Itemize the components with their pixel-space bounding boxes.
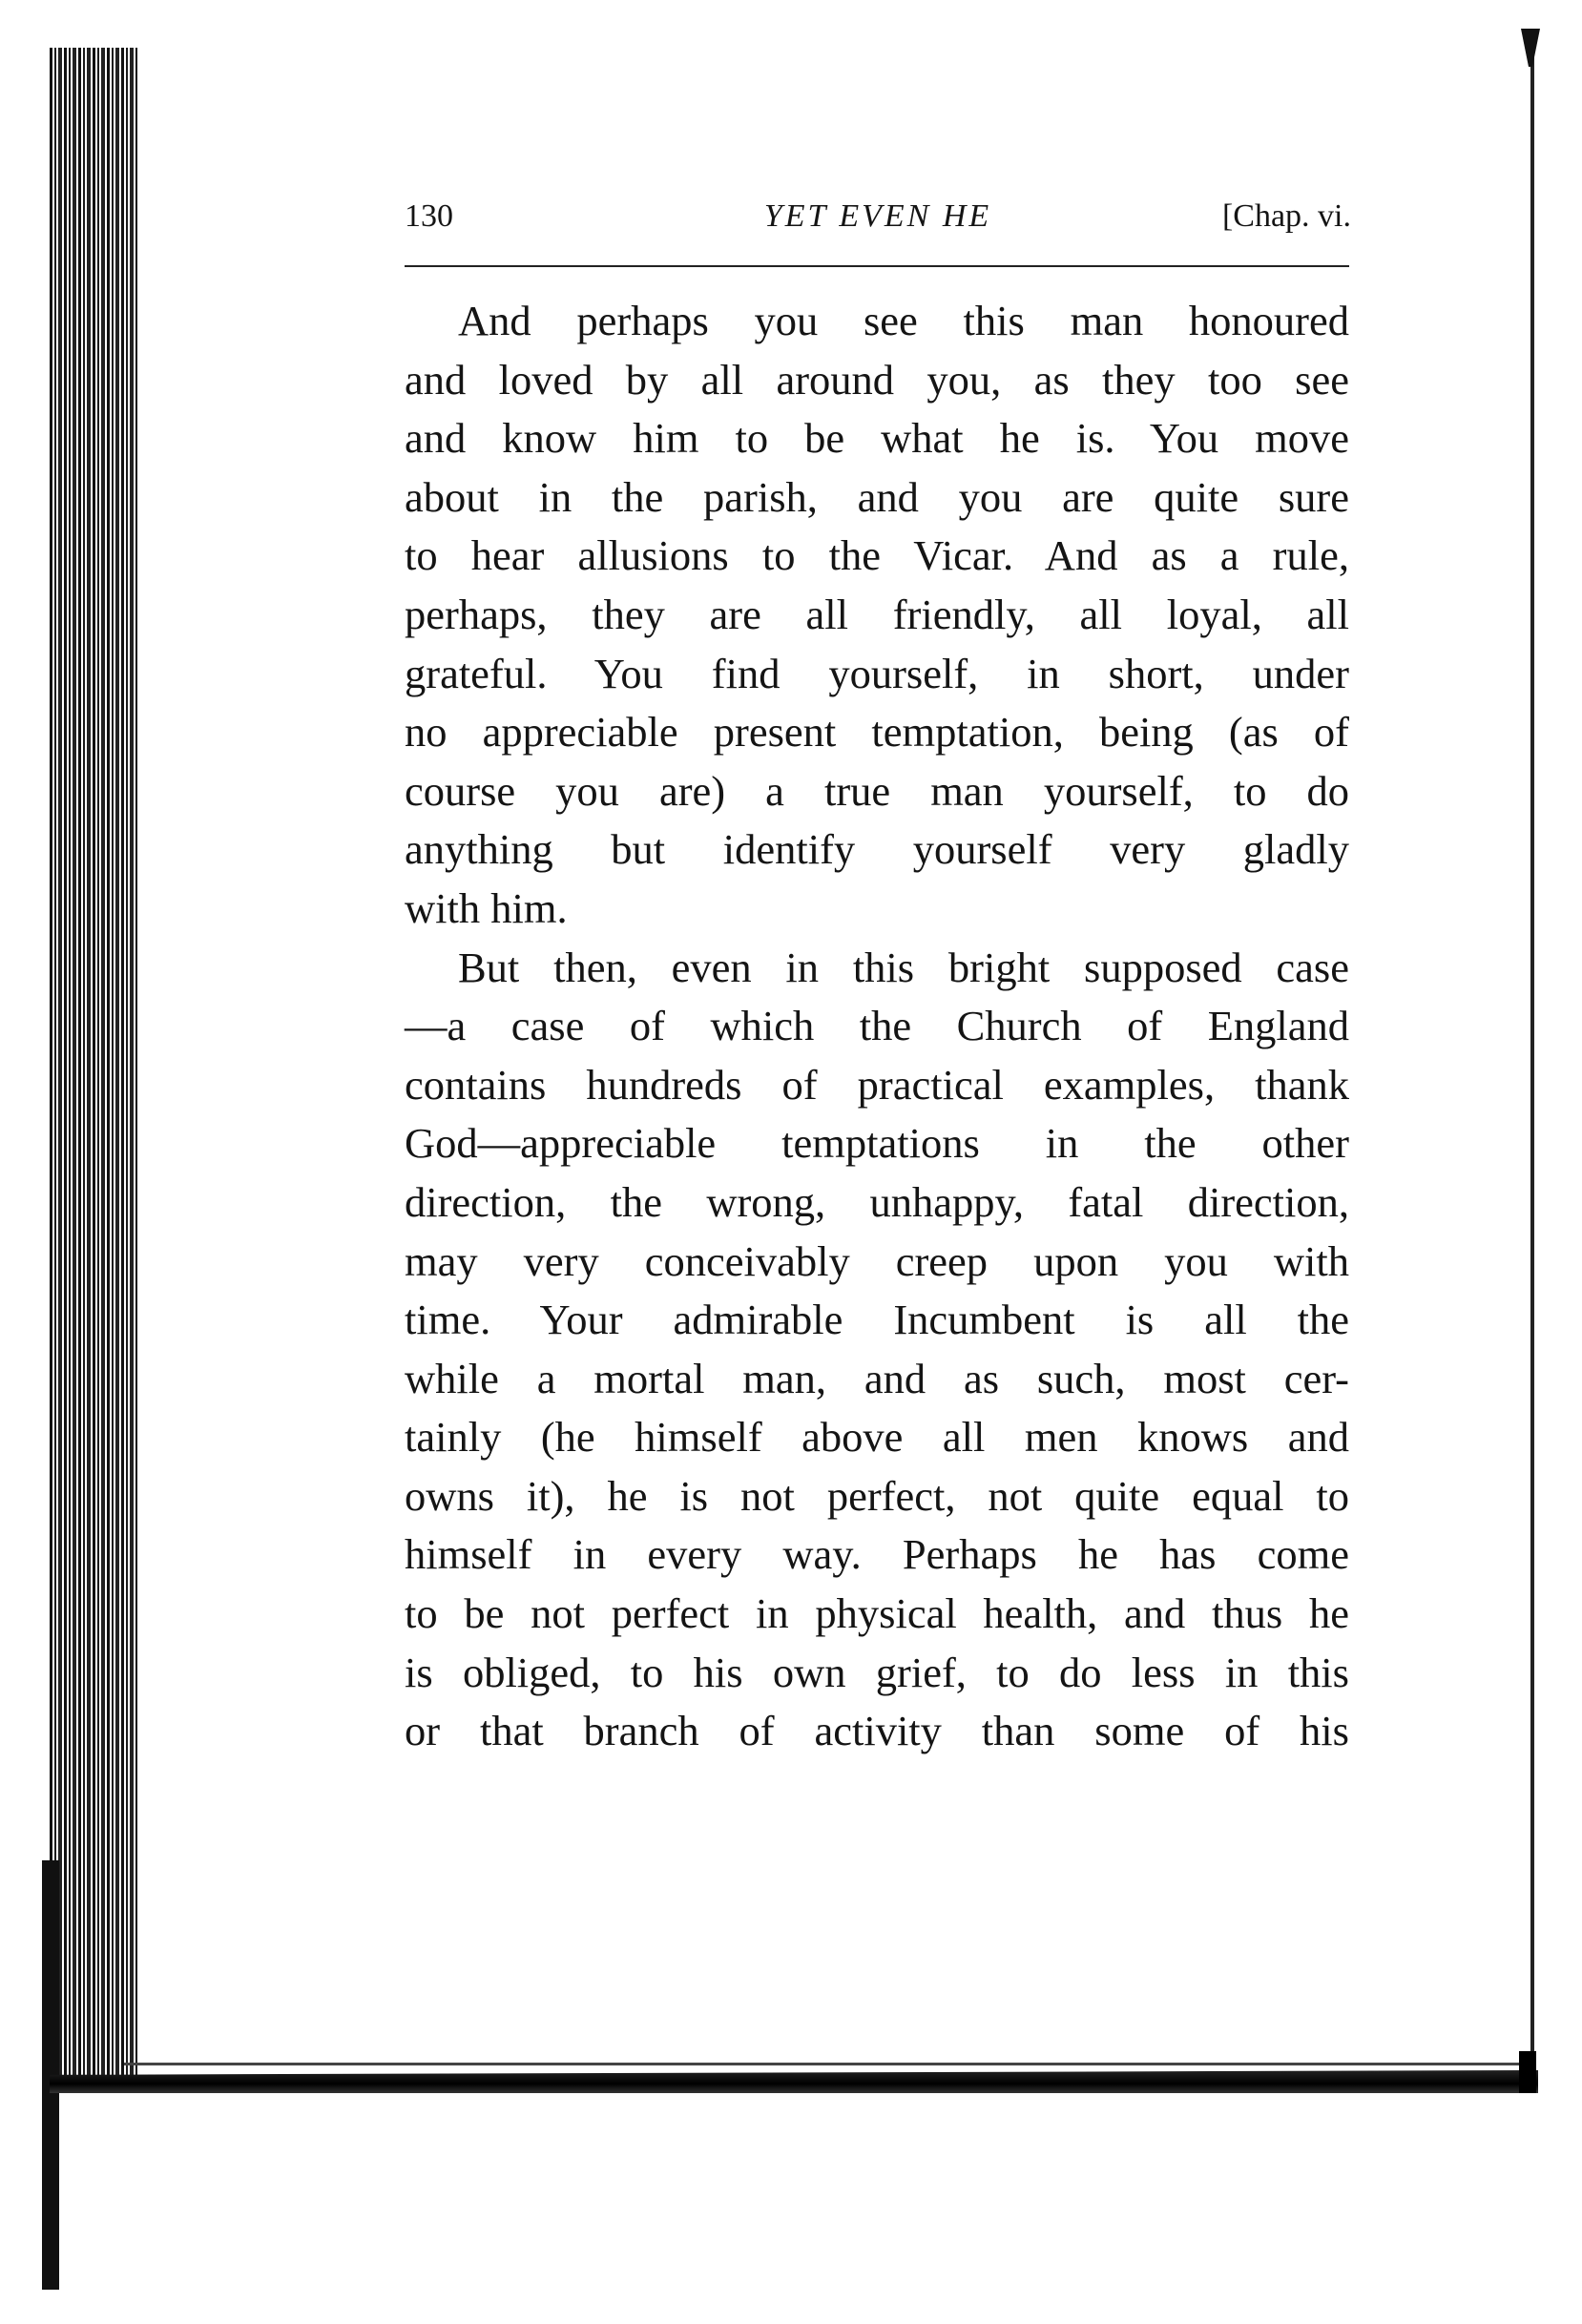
text-line: contains hundreds of practical examples, thank xyxy=(405,1060,1349,1109)
page-body xyxy=(405,292,1349,1761)
text-line: time. Your admirable Incumbent is all the xyxy=(405,1296,1349,1344)
page-right-edge xyxy=(1530,29,1534,2080)
paragraph-2 xyxy=(405,939,1349,1761)
page-right-edge-top xyxy=(1521,29,1540,67)
text-line: himself in every way. Perhaps he has come xyxy=(405,1530,1349,1579)
text-line: or that branch of activity than some of his xyxy=(405,1707,1349,1755)
text-line: —a case of which the Church of England xyxy=(405,1002,1349,1050)
text-line: with him. xyxy=(405,883,568,932)
text-line: But then, even in this bright supposed case xyxy=(458,943,1349,991)
text-line: direction, the wrong, unhappy, fatal direction, xyxy=(405,1177,1349,1226)
text-line: perhaps, they are all friendly, all loyal, all xyxy=(405,590,1349,638)
page-number: 130 xyxy=(405,198,453,234)
text-line: while a mortal man, and as such, most cer- xyxy=(405,1354,1349,1402)
text-line: no appreciable present temptation, being (as of xyxy=(405,708,1349,757)
text-line: about in the parish, and you are quite sure xyxy=(405,472,1349,521)
text-line: grateful. You find yourself, in short, under xyxy=(405,649,1349,697)
running-title: YET EVEN HE xyxy=(763,198,992,234)
text-line: and loved by all around you, as they too see xyxy=(405,355,1349,404)
text-line: tainly (he himself above all men knows and xyxy=(405,1413,1349,1462)
chapter-marker: [Chap. vi. xyxy=(1221,198,1351,234)
header-rule xyxy=(405,265,1349,267)
text-line: and know him to be what he is. You move xyxy=(405,414,1349,463)
book-bottom-edge xyxy=(50,2070,1538,2093)
paragraph-1 xyxy=(405,292,1349,939)
text-line: is obliged, to his own grief, to do less in this xyxy=(405,1648,1349,1696)
page-right-edge-bottom xyxy=(1519,2051,1536,2093)
text-line: anything but identify yourself very gladly xyxy=(405,825,1349,874)
text-line: God—appreciable temptations in the other xyxy=(405,1119,1349,1168)
text-line: to hear allusions to the Vicar. And as a rule, xyxy=(405,531,1349,580)
text-line: to be not perfect in physical health, and thus he xyxy=(405,1589,1349,1638)
text-line: owns it), he is not perfect, not quite equal to xyxy=(405,1471,1349,1520)
running-header xyxy=(405,198,1351,252)
text-line: course you are) a true man yourself, to do xyxy=(405,766,1349,815)
book-spine-edge xyxy=(50,48,137,2080)
text-line: may very conceivably creep upon you with xyxy=(405,1236,1349,1285)
text-line: And perhaps you see this man honoured xyxy=(458,297,1349,344)
page-bottom-line xyxy=(124,2063,1536,2065)
